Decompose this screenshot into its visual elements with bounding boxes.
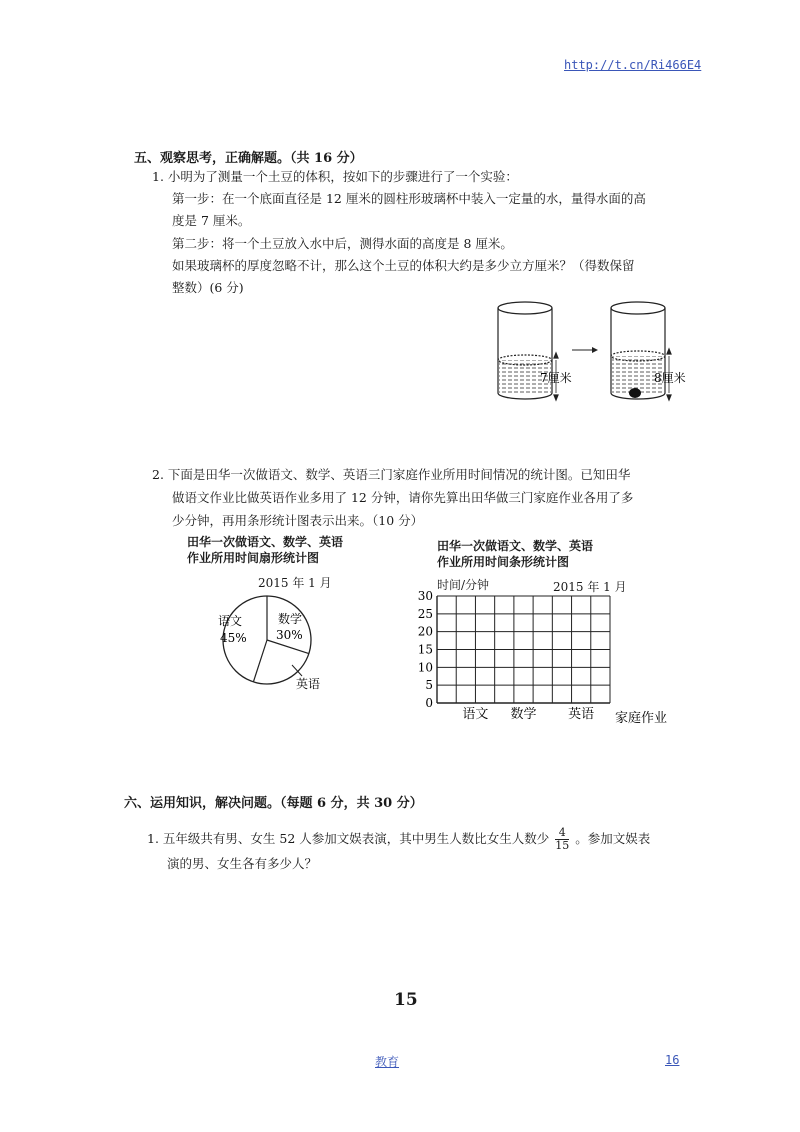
q1-question-b: 整数）(6 分) xyxy=(172,280,244,295)
fraction xyxy=(555,827,569,852)
cylinder-figure xyxy=(490,298,710,408)
fraction-denominator: 15 xyxy=(555,839,570,852)
pie-label-english: 英语 xyxy=(296,677,321,691)
q1-step1-b: 度是 7 厘米。 xyxy=(172,213,251,228)
pie-chart xyxy=(210,590,340,700)
pie-slice-boundary-2 xyxy=(267,640,309,654)
section-6-title: 六、运用知识，解决问题。（每题 6 分，共 30 分） xyxy=(124,796,423,811)
pie-title-1: 田华一次做语文、数学、英语 xyxy=(187,535,344,549)
y-tick-label: 0 xyxy=(425,696,433,710)
pie-label-math-pct: 30% xyxy=(276,628,303,642)
bar-chart xyxy=(405,588,685,728)
q1-intro: 1. 小明为了测量一个土豆的体积，按如下的步骤进行了一个实验： xyxy=(152,169,518,184)
q2-text-c: 少分钟，再用条形统计图表示出来。（10 分） xyxy=(172,513,424,528)
source-link[interactable]: http://t.cn/Ri466E4 xyxy=(564,58,702,72)
cylinder-right xyxy=(611,302,671,400)
pie-label-math: 数学 xyxy=(278,612,303,626)
s6-q1-a xyxy=(147,827,650,852)
section-5-title: 五、观察思考，正确解题。（共 16 分） xyxy=(134,151,363,166)
q1-step2: 第二步：将一个土豆放入水中后，测得水面的高度是 8 厘米。 xyxy=(172,236,513,251)
s6-q1-text: 1. 五年级共有男、女生 52 人参加文娱表演，其中男生人数比女生人数少 xyxy=(147,831,550,846)
y-tick-label: 30 xyxy=(417,589,433,603)
label-8cm: 8厘米 xyxy=(654,371,686,385)
bar-date: 2015 年 1 月 xyxy=(553,580,627,594)
x-category-label: 数学 xyxy=(510,707,537,722)
pie-label-chinese-pct: 45% xyxy=(220,631,247,645)
s6-q1-b: 演的男、女生各有多少人？ xyxy=(167,856,318,871)
pie-date: 2015 年 1 月 xyxy=(258,576,332,590)
pie-label-chinese: 语文 xyxy=(218,614,243,628)
q1-step1-a: 第一步：在一个底面直径是 12 厘米的圆柱形玻璃杯中装入一定量的水，量得水面的高 xyxy=(172,191,646,206)
page-number: 15 xyxy=(394,990,418,1010)
y-tick-label: 15 xyxy=(417,642,433,657)
x-category-label: 英语 xyxy=(568,707,595,722)
y-tick-label: 20 xyxy=(417,624,433,639)
fraction-numerator: 4 xyxy=(555,827,569,840)
footer-page[interactable]: 16 xyxy=(665,1053,680,1067)
bar-title-1: 田华一次做语文、数学、英语 xyxy=(437,539,594,553)
q1-question-a: 如果玻璃杯的厚度忽略不计，那么这个土豆的体积大约是多少立方厘米？（得数保留 xyxy=(172,258,635,273)
label-7cm: 7厘米 xyxy=(540,371,572,385)
y-tick-label: 25 xyxy=(417,606,433,621)
y-tick-label: 10 xyxy=(417,660,433,675)
bar-ylabel: 时间/分钟 xyxy=(437,578,490,592)
bar-title-2: 作业所用时间条形统计图 xyxy=(437,555,570,569)
q2-text-a: 2. 下面是田华一次做语文、数学、英语三门家庭作业所用时间情况的统计图。已知田华 xyxy=(152,467,631,482)
potato-shape xyxy=(629,388,641,398)
s6-q1-text-end: 。参加文娱表 xyxy=(575,831,651,846)
y-tick-label: 5 xyxy=(425,678,433,693)
pie-slice-boundary-3 xyxy=(253,640,267,682)
q2-text-b: 做语文作业比做英语作业多用了 12 分钟，请你先算出田华做三门家庭作业各用了多 xyxy=(172,490,634,505)
footer-link[interactable]: 教育 xyxy=(375,1055,400,1069)
x-category-label: 语文 xyxy=(462,707,489,722)
pie-title-2: 作业所用时间扇形统计图 xyxy=(187,551,320,565)
cylinder-left xyxy=(498,302,558,400)
bar-xlabel: 家庭作业 xyxy=(615,711,668,726)
